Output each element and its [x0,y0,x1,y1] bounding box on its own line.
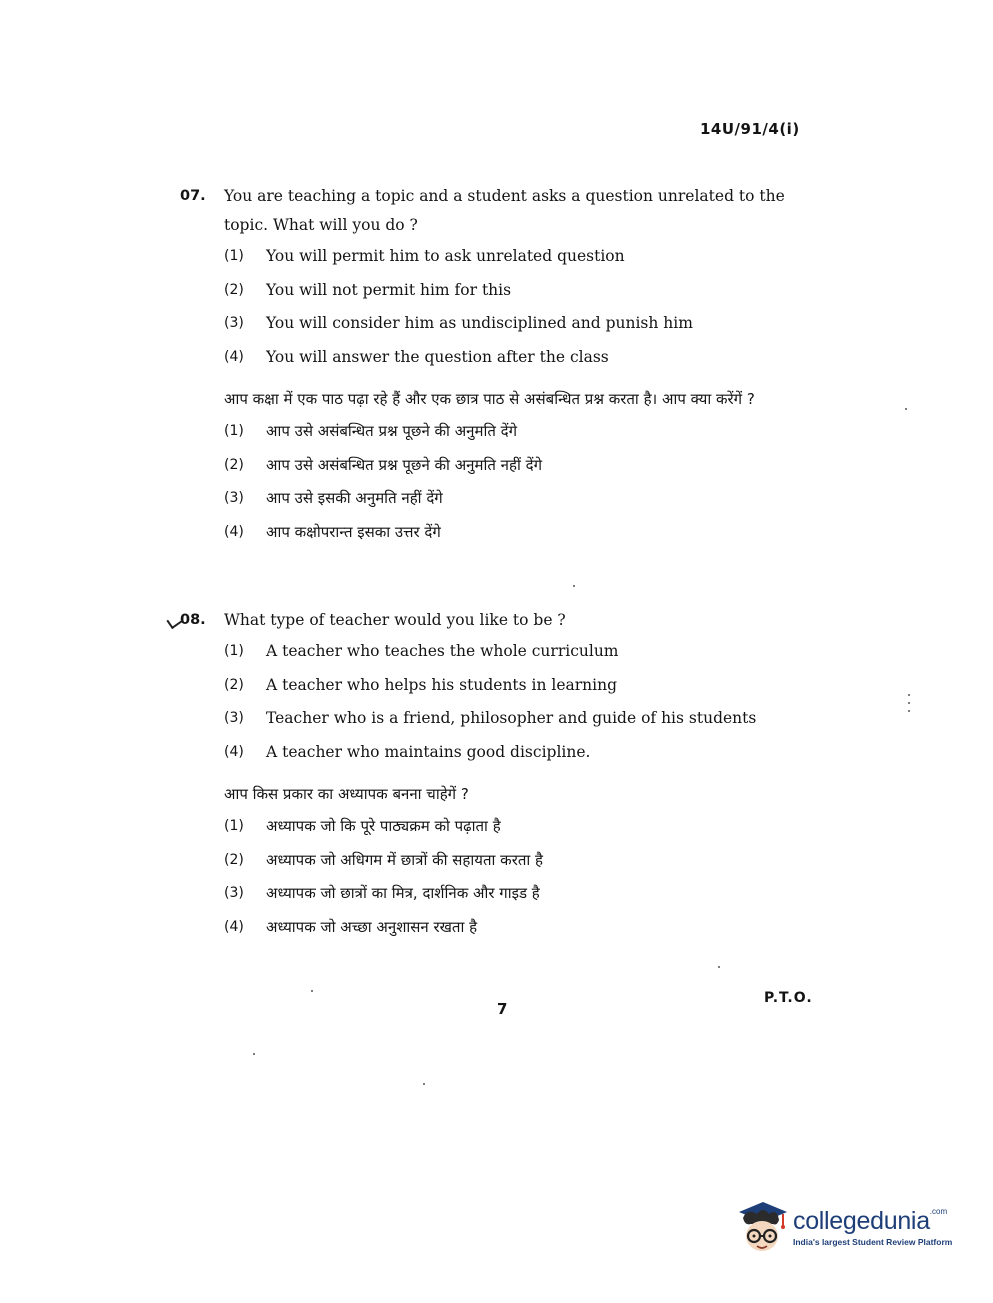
option-4-english [224,736,830,770]
option-text: You will not permit him for this [266,280,512,299]
option-text: आप कक्षोपरान्त इसका उत्तर देंगे [266,522,441,541]
option-number: (1) [224,248,244,264]
option-number: (3) [224,490,244,506]
option-number: (3) [224,710,244,726]
option-3-english [224,702,830,736]
student-face-logo-icon [733,1196,791,1258]
question-text-english: You are teaching a topic and a student asks a question unrelated to the topic. What will you do ? [224,187,785,234]
option-4-hindi [224,516,830,550]
logo-name [793,1207,952,1236]
brand-name: collegedunia [793,1207,930,1235]
option-text: A teacher who maintains good discipline. [266,742,591,761]
scan-speck [905,408,907,410]
question-text-hindi: आप कक्षा में एक पाठ पढ़ा रहे हैं और एक छात्र पाठ से असंबन्धित प्रश्न करता है। आप क्या करेंगें ? [224,390,755,408]
pto-label: P.T.O. [764,990,813,1006]
brand-suffix: .com [929,1207,948,1216]
option-3-hindi [224,482,830,516]
option-1-hindi [224,415,830,449]
paper-code: 14U/91/4(i) [700,120,800,138]
option-text: अध्यापक जो छात्रों का मित्र, दार्शनिक और गाइड है [266,884,540,902]
option-text: Teacher who is a friend, philosopher and guide of his students [266,709,757,727]
option-text: You will permit him to ask unrelated question [266,247,625,265]
scan-speck [718,966,720,968]
option-number: (2) [224,676,244,693]
scan-speck [311,990,313,992]
option-3-hindi [224,877,830,911]
option-number: (3) [224,885,244,901]
option-number: (2) [224,456,244,473]
option-4-hindi [224,911,830,945]
option-text: आप उसे असंबन्धित प्रश्न पूछने की अनुमति नहीं देंगे [266,455,543,474]
option-1-english [224,635,830,669]
option-2-english [224,669,830,703]
option-number: (2) [224,851,244,868]
option-number: (2) [224,281,244,298]
scan-speck [423,1083,425,1085]
page-number: 7 [497,1000,508,1018]
question-number: 08. [180,606,224,635]
logo-text [793,1207,952,1247]
option-2-hindi [224,449,830,483]
option-4-english [224,341,830,375]
collegedunia-watermark [733,1192,963,1262]
brand-tagline: India's largest Student Review Platform [793,1237,953,1247]
option-text: अध्यापक जो अच्छा अनुशासन रखता है [266,917,478,936]
scan-speck [908,702,910,704]
option-1-english [224,240,830,274]
option-2-english [224,274,830,308]
scan-speck [253,1053,255,1055]
scan-speck [908,710,910,712]
option-number: (3) [224,315,244,331]
scan-speck [908,694,910,696]
option-text: You will answer the question after the class [266,347,609,366]
option-number: (1) [224,423,244,439]
option-number: (4) [224,348,244,365]
scan-speck [573,585,575,587]
option-text: आप उसे इसकी अनुमति नहीं देंगे [266,489,443,507]
option-1-hindi [224,810,830,844]
option-text: You will consider him as undisciplined and punish him [266,314,693,332]
question-8 [180,606,830,944]
question-text-english: What type of teacher would you like to be ? [224,611,566,629]
question-7 [180,182,830,549]
option-2-hindi [224,844,830,878]
option-number: (4) [224,523,244,540]
option-number: (4) [224,918,244,935]
option-text: आप उसे असंबन्धित प्रश्न पूछने की अनुमति देंगे [266,422,518,440]
option-3-english [224,307,830,341]
option-text: अध्यापक जो अधिगम में छात्रों की सहायता करता है [266,850,543,869]
option-number: (1) [224,818,244,834]
option-number: (4) [224,743,244,760]
option-text: अध्यापक जो कि पूरे पाठ्यक्रम को पढ़ाता है [266,817,501,835]
question-text-hindi: आप किस प्रकार का अध्यापक बनना चाहेगें ? [224,785,469,803]
option-text: A teacher who helps his students in learning [266,675,618,694]
option-text: A teacher who teaches the whole curriculum [266,642,619,660]
question-number: 07. [180,188,206,204]
option-number: (1) [224,643,244,659]
